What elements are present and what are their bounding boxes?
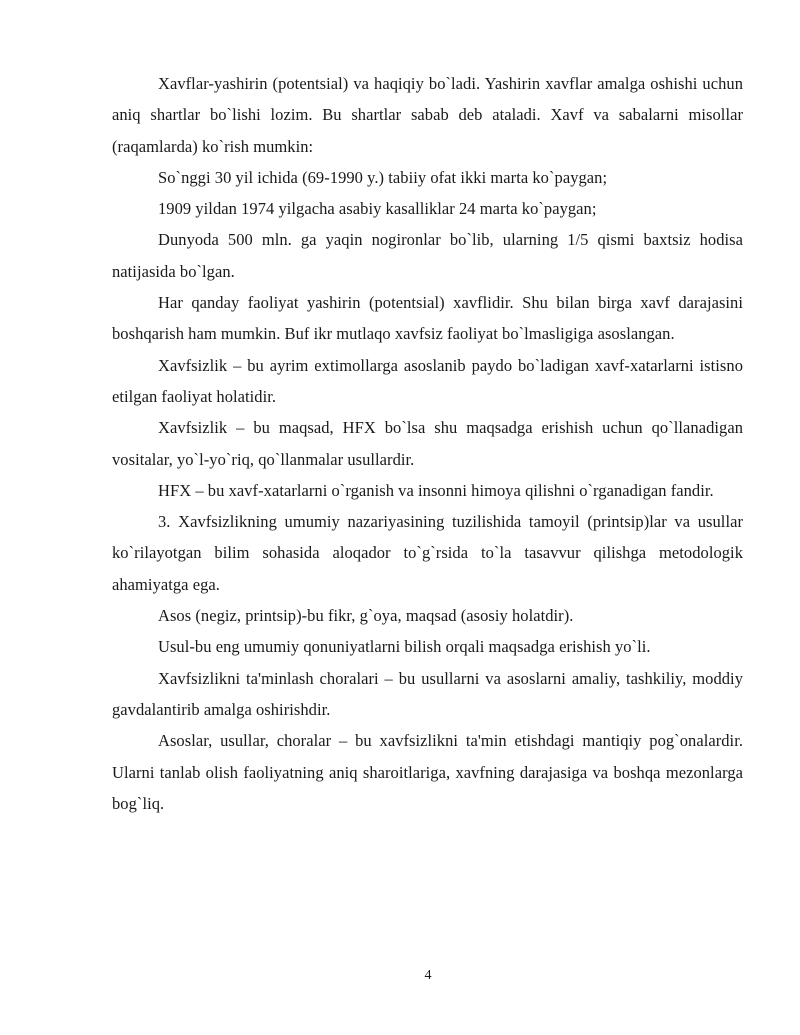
paragraph-logical-steps: Asoslar, usullar, choralar – bu xavfsizlikni ta'min etishdagi mantiqiy pog`onalardir. Ularni tanlab olish faoliyatning aniq sharoitlariga, xavfning darajasiga va boshqa mezonlarga bog`liq. xyxy=(112,731,743,813)
paragraph-safety-measures: Xavfsizlikni ta'minlash choralari – bu usullarni va asoslarni amaliy, tashkiliy, moddiy gavdalantirib amalga oshirishdir. xyxy=(112,668,743,719)
paragraph-disabled-people-stat: Dunyoda 500 mln. ga yaqin nogironlar bo`lib, ularning 1/5 qismi baxtsiz hodisa natijasida bo`lgan. xyxy=(112,230,743,281)
paragraph-safety-definition: Xavfsizlik – bu ayrim extimollarga asoslanib paydo bo`ladigan xavf-xatarlarni istisno etilgan faoliyat holatidir. xyxy=(112,355,743,406)
paragraph-general-theory: 3. Xavfsizlikning umumiy nazariyasining tuzilishida tamoyil (printsip)lar va usullar ko`rilayotgan bilim sohasida aloqador to`g`rsida to`la tasavvur qilishga metodologik ahamiyatga ega. xyxy=(112,512,743,594)
paragraph-potential-danger: Har qanday faoliyat yashirin (potentsial) xavflidir. Shu bilan birga xavf darajasini boshqarish ham mumkin. Buf ikr mutlaqo xavfsiz faoliyat bo`lmasligiga asoslangan. xyxy=(112,293,743,344)
document-page xyxy=(112,68,743,819)
page-number: 4 xyxy=(424,968,432,983)
paragraph-safety-goal-hfx: Xavfsizlik – bu maqsad, HFX bo`lsa shu maqsadga erishish uchun qo`llanadigan vositalar, yo`l-yo`riq, qo`llanmalar usullardir. xyxy=(112,418,743,469)
paragraph-nervous-diseases-stat: 1909 yildan 1974 yilgacha asabiy kasalliklar 24 marta ko`paygan; xyxy=(158,199,597,219)
paragraph-hidden-and-real-dangers: Xavflar-yashirin (potentsial) va haqiqiy bo`ladi. Yashirin xavflar amalga oshishi uchun aniq shartlar bo`lishi lozim. Bu shartlar sabab deb ataladi. Xavf va sabalarni misollar (raqamlarda) ko`rish mumkin: xyxy=(112,74,743,156)
paragraph-method-definition: Usul-bu eng umumiy qonuniyatlarni bilish orqali maqsadga erishish yo`li. xyxy=(158,637,651,657)
paragraph-basis-definition: Asos (negiz, printsip)-bu fikr, g`oya, maqsad (asosiy holatdir). xyxy=(158,606,574,626)
paragraph-hfx-definition: HFX – bu xavf-xatarlarni o`rganish va insonni himoya qilishni o`rganadigan fandir. xyxy=(158,480,714,500)
paragraph-natural-disasters-stat: So`nggi 30 yil ichida (69-1990 y.) tabiiy ofat ikki marta ko`paygan; xyxy=(158,167,608,187)
